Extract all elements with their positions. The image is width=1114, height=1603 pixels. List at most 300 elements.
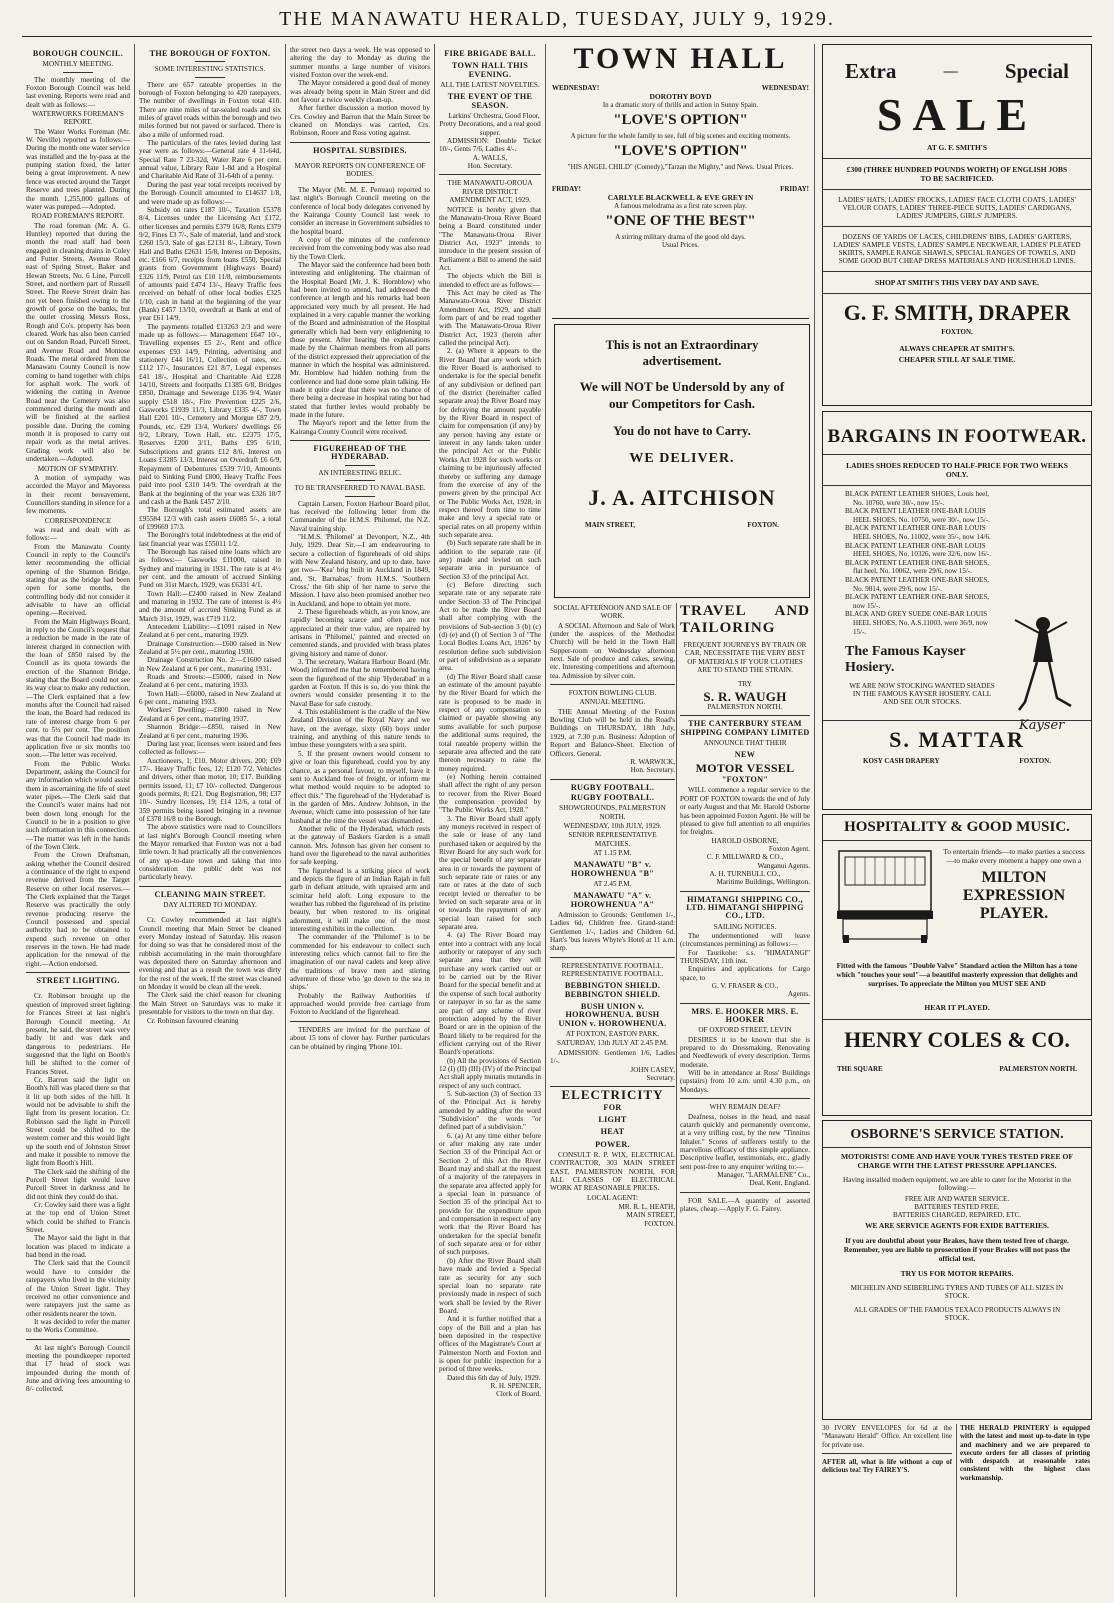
address: PALMERSTON NORTH. <box>999 1065 1077 1073</box>
paragraph: 3. The River Board shall apply any moneys received in respect of the sale or lease of any land purchased taken or acquired by the River Board for any such work for the special benefit of any separate area in or towards the payment of such separate rate or rates or any rate or rates at the date of such receipt levied or thereafter to be levied on such separate area or in or towards the repayment of any special loan raised for such separate area. <box>439 814 541 932</box>
paragraph: NOTICE is hereby given that the Manawatu-Oroua River Board being a Board constituted under "The Manawatu-Oroua River District Act, 1923" intends to introduce in the present session of Parliament a Bill to amend the said Act. <box>439 205 541 272</box>
paragraph: For Taurikohe: s.s. "HIMATANGI" THURSDAY, 11th inst. <box>680 948 810 965</box>
firm-name: G. F. SMITH, DRAPER <box>843 300 1071 325</box>
signature: MR. R. L. HEATH, <box>618 1202 675 1211</box>
paragraph: During the past year total receipts received by the Borough Council amounted to £14637 1/8, and were made up as follows:— <box>139 180 281 206</box>
column-divider <box>285 44 286 1597</box>
paragraph: The monthly meeting of the Foxton Borough Council was held last evening. Reports were read and dealt with as follows:— <box>26 75 130 109</box>
address-row <box>863 757 1051 765</box>
time: AT 1.15 P.M. <box>593 848 632 857</box>
rule <box>345 480 375 481</box>
town-hall-day-row <box>552 185 809 193</box>
ad-text: AT G. F. SMITH'S <box>926 143 988 152</box>
paragraph: The Mayor said the light in that location was placed to indicate a bad bend in the road. <box>26 1234 130 1260</box>
classified-for-sale: FOR SALE.—A quantity of assorted plates, cheap.—Apply F. G. Fairey. <box>680 1196 810 1213</box>
film-description: A famous melodrama as a first rate screen play. <box>614 202 747 210</box>
paragraph: The above statistics were read to Councillors at last night's Borough Council meeting when the Mayor remarked that Foxton was not a bad little town. It had practically all the conveniences of any up-to-date town and taking that into consideration the public debt was not particularly heavy. <box>139 823 281 882</box>
firm-name: HENRY COLES & CO. <box>844 1027 1070 1052</box>
column-2 <box>139 46 281 1597</box>
column-6 <box>680 603 810 1597</box>
paragraph: Enquiries and applications for Cargo space, to <box>680 965 810 982</box>
column-divider <box>434 44 435 1597</box>
ad-text: Fitted with the famous "Double Valve" Standard action the Milton has a tone which "touches your soul"—a beautiful masterly expression that delights and surprises. To appreciate the Milton you MUST SEE AND <box>836 961 1078 989</box>
list-item: BLACK PATENT LEATHER SHOES, Louis heel, No. 10760, were 30/-, now 15/-. <box>845 490 990 507</box>
paragraph: The Clerk said the shifting of the Purcell Street light would leave Purcell Street in darkness and he did not think they could do that. <box>26 1167 130 1201</box>
ad-text: WE ARE NOW STOCKING WANTED SHADES IN THE FAMOUS KAYSER HOSIERY. CALL AND SEE OUR STOCKS. <box>849 682 995 707</box>
product-name: MILTON <box>981 868 1047 886</box>
paragraph: At last night's Borough Council meeting the poundkeeper reported that 17 head of stock was impounded during the month of June and driving fees amounting to 8/- collected. <box>26 1343 130 1394</box>
ad-football-title: REPRESENTATIVE FOOTBALL. REPRESENTATIVE FOOTBALL. <box>561 961 664 979</box>
ad-aitchison <box>554 324 810 598</box>
paragraph: 6. (a) At any time either before or after making any rate under Section 33 of the Principal Act or Section 2 of this Act the River Board may and shall at the request of a majority of the ratepayers in the separate area affected apply for a special loan in pursuance of Section 35 of the principal Act to provide for the expenditure upon and compensation in respect of any work that the River Board has undertaken for the special benefit of such separate area or for either of such purposes. <box>439 1131 541 1257</box>
rule <box>680 1192 810 1193</box>
signature: FOXTON. <box>644 1219 675 1228</box>
address: FOXTON. <box>1019 757 1051 766</box>
paragraph: Shannon Bridge:—£850, raised in New Zealand at 6 per cent., maturing 1936. <box>139 723 281 740</box>
ad-fire-brigade-ball-line: ALL THE LATEST NOVELTIES. <box>440 81 540 90</box>
address: FOXTON. <box>747 521 779 529</box>
paragraph: The Mayor's report and the letter from the Kairanga County Council were received. <box>290 419 430 436</box>
notice-subtitle: SAILING NOTICES. <box>713 922 777 931</box>
notice-title: FOXTON BOWLING CLUB. <box>568 689 657 698</box>
ad-electricity-line: FOR <box>603 1102 622 1112</box>
ad-rugby-title: RUGBY FOOTBALL. <box>570 792 655 802</box>
signature: JOHN CASEY, <box>630 1065 675 1074</box>
paragraph: Cr. Barron said the light on Booth's hill was placed there so that it lit up both sides of the hill. It would not be advisable to shift the light from its present location. Cr. Robinson said the light in Purcell Street could be shifted to the western corner and this would light up the south end of Johnston Street and make it possible to remove the light from Booth's Hill. <box>26 1075 130 1168</box>
paragraph: WILL commence a regular service to the PORT OF FOXTON towards the end of July or early August and that Mr. Harold Osborne has been appointed Foxton Agent. He will be pleased to give full attention to all enquiries for freights. <box>680 786 810 837</box>
ad-text: This is not an Extraordinary advertisement. <box>605 338 759 368</box>
address: MAIN STREET, <box>585 521 636 529</box>
classified-envelopes: 30 IVORY ENVELOPES for 6d at the "Manawatu Herald" Office. An excellent line for private use. <box>822 1424 952 1449</box>
paragraph: From the Public Works Department, asking the Council for any information which would assist them in ascertaining the life of steel water pipes.—The Clerk said that the Council's water mains had not been down long enough for the Council to be in a position to give such information in this connection.—The matter was left in the hands of the Town Clerk. <box>26 759 130 851</box>
paragraph: Antecedent Liability:—£1091 raised in New Zealand at 6 per cent., maturing 1929. <box>139 623 281 640</box>
classified-tea: AFTER all, what is life without a cup of delicious tea! Try FAIREY'S. <box>822 1457 952 1475</box>
list-item: BLACK PATENT LEATHER ONE-BAR LOUIS HEEL SHOES, No. 10750, were 30/-, now 15/-. <box>845 507 990 524</box>
headline-borough-of-foxton: THE BOROUGH OF FOXTON. <box>149 49 271 58</box>
ad-text: ALWAYS CHEAPER AT SMITH'S. <box>899 344 1015 353</box>
ad-shipping-title: THE CANTERBURY STEAM SHIPPING COMPANY LIMITED <box>680 719 810 737</box>
paragraph: The figurehead is a striking piece of work and depicts the figure of an Indian Rajah in full garb in defiant attitude, with upraised arm and scimitar held aloft. Long exposure to the weather has robbed the figurehead of its pristine beauty, but when restored to its original adornment, it will make one of the most interesting exhibits in the collection. <box>290 866 430 934</box>
address: PALMERSTON NORTH. <box>707 703 783 712</box>
rule <box>195 61 225 62</box>
headline-hospital-subsidies: HOSPITAL SUBSIDIES. <box>313 145 407 155</box>
subhead: MAYOR REPORTS ON CONFERENCE OF BODIES. <box>294 162 426 179</box>
column-divider <box>545 44 546 1597</box>
ad-mattar-footwear <box>822 411 1092 810</box>
paragraph: The Water Works Foreman (Mr. W. Neville) reported as follows:— During the month one water service was installed and the by-pass at the pumping station fixed, the latter being a great improvement. A new fence was erected around the Target Reserve and trees planted. During the month 1,255,000 gallons of water was pumped.—Adopted. <box>26 127 130 211</box>
notice-title: THE MANAWATU-OROUA RIVER DISTRICT AMENDMENT ACT, 1929. <box>447 179 533 205</box>
support-program: "HIS ANGEL CHILD" (Comedy),"Tarzan the Mighty," and News. Usual Prices. <box>567 163 794 171</box>
film-title: "LOVE'S OPTION" <box>613 143 748 159</box>
ad-text: £300 (THREE HUNDRED POUNDS WORTH) OF ENGLISH JOBS TO BE SACRIFICED. <box>846 165 1068 183</box>
paragraph: The Borough's total indebtedness at the end of last financial year was £55011 1/2. <box>139 531 281 548</box>
paragraph: Captain Larsen, Foxton Harbour Board pilot, has received the following letter from the Commander of the H.M.S. Philomel, the N.Z. Naval training ship. <box>290 499 430 533</box>
list-item: BLACK PATENT LEATHER ONE-BAR SHOES, No. 9814, were 29/6, now 15/-. <box>845 575 990 593</box>
bottom-small-ads-right <box>960 1424 1090 1595</box>
paragraph: Admission to Grounds: Gentlemen 1/-, Ladies 6d, Children free. Grand-stand: Gentlemen 1/-, Ladies and Children 6d. Hart's 'bus leaves Whyte's Hotel at 11 a.m. sharp. <box>550 911 675 953</box>
paragraph: The particulars of the rates levied during last year were as follows:—General rate 4 11-64d, Special Rate 7 23-32d, Water Rate 6 per cent. annual value, Library Rate 1-8d and a Hospital and Charitable Aid Rate of 31-64th of a penny. <box>139 139 281 181</box>
paragraph: The Clerk said that the Council would have to consider the ratepayers who lived in the vicinity of the Union Street light. They received no other convenience and were ratepayers just the same as other residents nearer the town. <box>26 1259 130 1318</box>
column-3 <box>290 46 430 1597</box>
hosiery-heading: The Famous Kayser Hosiery. <box>845 644 966 676</box>
rule <box>345 182 375 183</box>
paragraph: Town Hall:—£6000, raised in New Zealand at 6 per cent., maturing 1933. <box>139 689 281 707</box>
star-name: DOROTHY BOYD <box>649 92 712 101</box>
paragraph: A SOCIAL Afternoon and Sale of Work (under the auspices of the Methodist Church) will be held in the Town Hall Supper-room on Wednesday afternoon next. Sale of produce and cakes, sewing, etc. Interesting competitions and afternoon tea. Admission by silver coin. <box>550 621 675 680</box>
column-divider <box>134 44 135 1597</box>
date: WEDNESDAY, 10th JULY, 1929. <box>563 821 662 830</box>
rule <box>290 1021 430 1022</box>
film-title: "LOVE'S OPTION" <box>613 112 748 128</box>
rule <box>195 77 225 78</box>
paragraph: Town Hall:—£2400 raised in New Zealand and maturing in 1932. The rate of interest is 4½ and the amount of accrued Sinking Fund as at March 31st, 1929, was £719 11/2. <box>139 589 281 623</box>
date: SATURDAY, 13th JULY AT 2.45 P.M. <box>557 1039 668 1048</box>
paragraph: After further discussion a motion moved by Crs. Cowley and Barron that the Main Street be cleaned on Mondays was carried, Crs. Robinson, Roore and Ross voting against. <box>290 104 430 138</box>
paragraph: From the Main Highways Board, in reply to the Council's request that a reduction be made in the rate of interest charged in connection with the loan of £850 raised by the Council as its quota towards the erection of the Shannon Bridge, stating that the Board could not see its way clear to make any reduction.—The Clerk explained that a few months after the Council had raised the loan, the Board had reduced its rate of interest charge from 6 per cent. to 5½ per cent. The position was that the Council had made its application five or six months too soon.—The letter was received. <box>26 617 130 760</box>
paragraph: The commander of the 'Philomel' is to be commended for his endeavour to collect such interesting relics which cannot fail to fire the imagination of our naval cadets and keep alive the traditions of brave men and stirring adventure of those who 'go down to the sea in ships.' <box>290 933 430 992</box>
rule <box>550 957 675 958</box>
product-name: EXPRESSION <box>962 886 1066 904</box>
paragraph: A motion of sympathy was accorded the Mayor and Mayoress in their recent bereavement, Councillors standing in silence for a few moments. <box>26 473 130 516</box>
ad-text: To entertain friends—to make parties a success—to make every moment a happy one own a <box>943 847 1085 866</box>
list-item: BLACK PATENT LEATHER ONE-BAR LOUIS HEEL SHOES, No. 11002, were 35/-, now 14/6. <box>845 524 991 541</box>
rule <box>290 142 430 143</box>
ad-electricity-title: ELECTRICITY <box>561 1087 664 1103</box>
rule <box>552 318 809 319</box>
product-name: PLAYER. <box>979 904 1049 922</box>
paragraph: the street two days a week. He was opposed to altering the day to Monday as during the summer months a large number of visitors visited Foxton over the week-end. <box>290 46 430 80</box>
signature: Manager, "LARMALENE" Co., <box>717 1170 810 1179</box>
paragraph: 5. If the present owners would consent to give or loan this figurehead, could you by any chance, as a personal favour, to myself, have it sent to Auckland free of freight, or inform me what method would require to be adopted to effect this." The figurehead of the 'Hyderabad' is in the garden of Mrs. Andrew Johnson, in the Avenue, which came into possession of her late husband at the time the vessel was dismantled. <box>290 749 430 825</box>
film-description: A stirring military drama of the good old days. <box>615 233 746 241</box>
paragraph: 4. (a) The River Board may enter into a contract with any local authority or ratepayer of any such separate area that they will purchase any work carried out or to be carried out by the River Board for the special benefit and at the expense of such local authority or ratepayer in so far as the same are part of any scheme of river protection adopted by the River Board or are in the opinion of the Board likely to be required for the efficient carrying out of the River Board's operations. <box>439 931 541 1057</box>
subhead: MONTHLY MEETING. <box>42 60 114 69</box>
day-label: FRIDAY! <box>552 185 581 193</box>
masthead-rule <box>22 36 1092 37</box>
list-item: BLACK PATENT LEATHER ONE-BAR SHOES, flat heel, No. 10062, were 29/6, now 15/-. <box>845 558 990 576</box>
column-divider <box>676 603 677 1597</box>
ad-text: SHOP AT SMITH'S THIS VERY DAY AND SAVE. <box>874 278 1040 287</box>
subhead: SOME INTERESTING STATISTICS. <box>154 65 266 74</box>
signature: Wanganui Agents. <box>757 861 810 870</box>
signature: A. H. TURNBULL CO., <box>709 869 781 878</box>
paragraph: Auctioneers, 1; £10. Motor drivers, 200; £69 17/-. Heavy Traffic fees, 12; £120 7/2. Vehicles and drivers, other than motor, 10; £17. Building permits issued, 11; £7 10/- collected. Dangerous goods permits, 8; £21. Dog Registration, 98; £37 10/-. Sundry licenses, 19; £14 12/6, a total of 359 permits being issued bringing in a revenue of £378 16/8 to the Borough. <box>139 756 281 823</box>
dancer-illustration <box>1003 610 1083 720</box>
town-hall-title: TOWN HALL <box>573 42 788 75</box>
paragraph: (e) Nothing herein contained shall affect the right of any person to recover from the River Board the compensation provided by "The Public Works Act, 1928." <box>439 772 541 815</box>
signature: Agents. <box>787 990 810 999</box>
paragraph: The payments totalled £13263 2/3 and were made up as follows:— Management £647 10/-, Travelling expenses £5 2/-, Rent and office expenses £93 14/9, Printing, advertising and stationery £44 16/11, Collection of rates, etc. £112 17/-, Insurances £21 8/7, Legal expenses £41 18/-, Hospital and Charitable Aid £228 14/10, Streets and footpaths £1385 6/8, Bridges £850, Drainage and Sewerage £136 9/4, Water supply £518 18/-, Fire Prevention £225 2/6, Gasworks £1939 11/3, Library £335 4/-, Town Hall £201 10/-, Cemetery and Morgue £87 2/9, Pounds, etc. £29 13/4, Workers' dwellings £6 9/2, Library, Town Hall, etc. £2375 17/5, Reserves £200 3/11, Baths £95 6/10, Subscriptions and grants £12 8/6, Interest on Loans £3285 13/3, Interest on Overdraft £6 6/9, Repayment of Debentures £539 7/10, Amounts paid to Sinking Fund £800, Heavy Traffic Fees paid into pool £310 14/9. The overdraft at the Bank at the beginning of the year was £326 18/7 and cash at the Bank £457 2/10. <box>139 322 281 506</box>
headline-borough-council: BOROUGH COUNCIL. <box>32 49 124 58</box>
ad-text: HEAR IT PLAYED. <box>924 1003 990 1012</box>
paragraph: The Mayor (Mr. M. E. Perreau) reported to last night's Borough Council meeting on the conference of local body delegates convened by the Kairanga County Council last week to consider an increase in Government subsidies to the hospital board. <box>290 185 430 236</box>
paragraph: A copy of the minutes of the conference received from the convening body was also read by the Town Clerk. <box>290 235 430 261</box>
paragraph: (b) Such separate rate shall be in addition to the separate rate (if any) made and levied on such separate area in pursuance of Section 33 of the principal Act. <box>439 539 541 581</box>
ad-text: WE ARE SERVICE AGENTS FOR EXIDE BATTERIES. <box>865 1221 1049 1230</box>
paragraph: Subsidy on rates £187 10/-, Taxation £5378 8/4, Licenses under the Licensing Act £172, other licenses and permits £379 16/8, Rents £379 9/2, Fines £3 7/-, Sale of material, land and stock £260 15/3, Sale of gas £2131 8/-, Library, Town Hall and Baths £2631 15/8, Interest on Deposits, etc. £166 6/7, receipts from loans £550, Special grants from Government (Highways Board) £326 11/9, Petrol tax £10 11/8, reimbursements of amounts paid £474 13/-, Heavy Traffic fees received on behalf of other local bodies £325 1/10, cash in hand at the beginning of the year (Bank) £457 13/10, overdraft at Bank at end of year £61 14/9. <box>139 205 281 323</box>
ad-text: MOTORISTS! COME AND HAVE YOUR TYRES TESTED FREE OF CHARGE WITH THE LATEST PRESSURE APPLIANCES. <box>840 1152 1074 1170</box>
paragraph: Probably the Railway Authorities if approached would provide free carriage from Foxton to Auckland of the figurehead. <box>290 991 430 1017</box>
paragraph: Drainage Construction:—£600 raised in New Zealand at 5½ per cent., maturing 1930. <box>139 639 281 657</box>
time: AT 2.45 P.M. <box>593 879 632 888</box>
signature: Foxton Agent. <box>768 844 810 853</box>
paragraph: And it is further notified that a copy of the Bill and a plan has been deposited in the respective offices of the Magistrate's Court at Palmerston North and Foxton and is open for public inspection for a period of three weeks. <box>439 1315 541 1374</box>
paragraph: 3. The secretary, Waitara Harbour Board (Mr. Wood) informed me that he remembered having seen the figurehead of the ship 'Hyderabad' in a garden at Foxton. If this is so, do you think the owners would consider presenting it to the Naval Base for safe custody. <box>290 658 430 708</box>
paragraph: Will be in attendance at Ross' Buildings (upstairs) from 10 a.m. until 4.30 p.m., on Mondays. <box>680 1069 810 1094</box>
paragraph: The Borough has raised nine loans which are as follows:— Gasworks £11000, raised in Sydney and maturing in 1931. The rate is at 4½ per cent. and the amount of accrued Sinking Fund on 31st March, 1929, was £6331 4/1. <box>139 547 281 590</box>
ad-fire-brigade-ball-title: FIRE BRIGADE BALL. <box>444 49 536 58</box>
headline-figurehead: FIGUREHEAD OF THE HYDERABAD. <box>313 444 407 462</box>
ad-fire-brigade-ball-line: TOWN HALL THIS EVENING. <box>451 61 529 79</box>
paragraph: Roads and Streets:—£5000, raised in New Zealand at 6 per cent., maturing 1933. <box>139 673 281 690</box>
paragraph: The objects which the Bill is intended to effect are as follows:— <box>439 272 541 289</box>
paragraph: (b) All the provisions of Section 12 (I) (II) (III) (IV) of the Principal Act shall apply mutatis mutandis in respect of any such contract. <box>439 1056 541 1090</box>
signature: Secretary. <box>646 1073 675 1082</box>
paragraph: (d) The River Board shall cause an estimate of the amount payable by the River Board for which the rate is proposed to be made in respect of any compensation so claimed or payable showing any sums available for such purpose the additional sums required, the total rateable property within the separate area affected and the rate thereon necessary to raise the money required. <box>439 672 541 773</box>
prices: Usual Prices. <box>662 241 699 249</box>
ad-smith-sale <box>822 44 1092 406</box>
paragraph: Deafness, noises in the head, and nasal catarrh quickly and permanently overcome, at a very trifling cost, by the new "Tinnitus Inhaler." Scores of sufferers testify to the marvellous efficacy of this simple appliance. Descriptive leaflet, testimonials, etc., gladly sent post-free to any enquirer writing to:— <box>680 1112 810 1171</box>
ad-heading: Extra <box>845 59 897 83</box>
rule <box>680 891 810 892</box>
rule <box>63 988 93 989</box>
ad-text: You do not have to Carry. <box>613 424 751 438</box>
notice-subtitle: SENIOR REPRESENTATIVE MATCHES. <box>568 831 657 848</box>
ad-text: BATTERIES CHARGED, REPAIRED, ETC. <box>892 1211 1022 1219</box>
paragraph: From the Crown Draftsman, asking whether the Council desired a continuance of the right to expend revenue derived from the Target Reserve on other local reserves.—The Clerk explained that the Target Reserve was practically the only revenue producing reserve the Council possessed and special authority had to be obtained to expend such revenue on other reserves in the town. He had made application for the renewal of the right.—Action endorsed. <box>26 851 130 968</box>
paragraph: "H.M.S. 'Philomel' at Devonport, N.Z., 4th July, 1929. Dear Sir,—I am endeavouring to secure a collection of figureheads of old ships with New Zealand history, and up to date, have got two—'Kea' brig built in Auckland in 1849, and, 'St. Barnabas,' from H.M.S. 'Southern Cross,' the 6th ship of her name to serve the Mission. I have also been promised another two in Auckland, and hope to obtain yet more. <box>290 532 430 608</box>
milton-text-block <box>941 847 1087 923</box>
signature: Hon. Secretary. <box>630 766 675 775</box>
signature: MAIN STREET, <box>626 1211 675 1220</box>
column-divider <box>814 44 815 1597</box>
ad-text: TRY US FOR MOTOR REPAIRS. <box>900 1269 1014 1278</box>
paragraph: 4. This establishment is the cradle of the New Zealand Division of the Royal Navy and we have, on the average, sixty (60) boys under training, and anything of this nature tends to imbue these youngsters with a sea spirit. <box>290 708 430 750</box>
film-description: A picture for the whole family to see, full of big scenes and exciting moments. <box>570 132 791 140</box>
rule <box>139 886 281 887</box>
rule <box>195 912 225 913</box>
paragraph: DESIRES it to be known that she is prepared to do Dressmaking, Renovating and Needlework of every description. Terms moderate. <box>680 1035 810 1069</box>
paragraph: ADMISSION: Gentlemen 1/6, Ladies 1/-. <box>550 1048 675 1066</box>
subhead: DAY ALTERED TO MONDAY. <box>163 901 257 910</box>
rule <box>550 779 675 780</box>
rule <box>345 158 375 159</box>
ad-fire-brigade-ball-line: THE EVENT OF THE SEASON. <box>447 92 533 110</box>
ad-electricity-line: HEAT <box>600 1127 625 1137</box>
ad-text: If you are doubtful about your Brakes, have them tested free of charge. Remember, you are liable to prosecution if your Brakes will not pass the official test. <box>843 1236 1071 1263</box>
shoe-list <box>845 490 999 636</box>
ad-football-line: BUSH UNION v. HOROWHENUA. BUSH UNION v. HOROWHENUA. <box>558 1002 667 1028</box>
signature: A. WALLS, <box>472 153 508 162</box>
signature: Hon. Secretary. <box>467 162 513 171</box>
notice-subtitle: ANNUAL MEETING. <box>579 698 646 707</box>
rule <box>26 972 130 973</box>
rule <box>822 1453 952 1454</box>
ad-text: FREE AIR AND WATER SERVICE. <box>904 1195 1010 1203</box>
rule <box>345 465 375 466</box>
firm-name: S. MATTAR <box>889 727 1025 753</box>
paragraph: 2. These figureheads which, as you know, are rapidly becoming scarce and often are not appreciated at their true value, are repaired by artisans in 'Philomel,' painted and erected on cemented stands, and provided with brass plates giving history and name of donor. <box>290 607 430 658</box>
rule <box>439 174 541 175</box>
signature: Deal, Kent, England. <box>749 1179 810 1188</box>
masthead: THE MANAWATU HERALD, TUESDAY, JULY 9, 1929. <box>279 8 835 30</box>
rule <box>680 715 810 716</box>
paragraph: Dated this 6th day of July, 1929. <box>447 1373 541 1382</box>
ad-text: MICHELIN AND SEIBERLING TYRES AND TUBES OF ALL SIZES IN STOCK. <box>850 1284 1064 1300</box>
headline-street-lighting: STREET LIGHTING. <box>36 976 120 986</box>
signature: G. V. FRASER & CO., <box>711 982 779 991</box>
rule <box>345 496 375 497</box>
rule <box>680 1098 810 1099</box>
day-label: WEDNESDAY! <box>761 84 809 92</box>
address: FOXTON. <box>941 328 973 336</box>
signature: C. F. MILLWARD & CO., <box>706 853 784 862</box>
ad-travel-title: TRAVEL AND TAILORING <box>680 603 810 636</box>
subhead: CORRESPONDENCE <box>44 516 112 525</box>
notice-subtitle: OF OXFORD STREET, LEVIN <box>698 1026 792 1035</box>
address-row <box>585 521 779 529</box>
ad-heading: Special <box>1004 59 1069 83</box>
venue: SHOWGROUNDS, PALMERSTON NORTH. <box>559 804 666 821</box>
paragraph: The Clerk said the chief reason for cleaning the Main Street on Saturdays was to make it presentable for visitors to the town on that day. <box>139 991 281 1017</box>
column-1 <box>26 46 130 1597</box>
rule <box>550 684 675 685</box>
paragraph: The road foreman (Mr. A. G. Huntley) reported that during the month the road staff had been engaged in cleaning drains in Coley and Futter Streets, Avenue Road east of Spring Street, Baker and Hewan Streets, No. 6 Line, Purcell Street, and northern part of Russell Street. The Reeve Street drain has not yet been finished owing to the growth of gorse on the banks, but the outlet crossing Messrs Ross, Rough and Co's. property has been cleared. Work has also been carried out on Sandon Road, Purcell Street, and Avenue Road and Montose Roads. The metal ordered from the Manawatu County Council is now coming to hand together with chips for asphalt work. The work of widening the cutting in Avenue Road near the Cemetery was also commenced during the month and will be finished at the earliest possible date. During the coming month it is proposed to carry out repair work as the metal arrives. Grading work will also be undertaken.—Adopted. <box>26 221 130 464</box>
ad-football-line: BEBBINGTON SHIELD. BEBBINGTON SHIELD. <box>564 981 661 999</box>
sale-heading: SALE <box>876 89 1038 140</box>
signature: R. WARWICK, <box>630 757 675 766</box>
day-label: FRIDAY! <box>780 185 809 193</box>
ad-text: BATTERIES TESTED FREE. <box>914 1203 1000 1211</box>
ad-text: DOZENS OF YARDS OF LACES, CHILDRENS' BIBS, LADIES' GARTERS, LADIES' SAMPLE VESTS, LADIES' SAMPLE NECKWEAR, LADIES' PLEATED SKIRTS, SAMPLE RANGE SHAWLS, SPECIAL RANGES OF TOWELS, AND SOME GOOD BUT CHEAP DRESS MATERIALS AND HOUSEHOLD LINES. <box>833 233 1081 265</box>
subhead: WATERWORKS FOREMAN'S REPORT. <box>32 110 124 127</box>
ad-text: ANNOUNCE THAT THEIR <box>703 739 787 748</box>
ad-text: NEW <box>734 750 756 760</box>
paragraph: The undermentioned will leave (circumstances permitting) as follows:— <box>680 931 810 949</box>
match: MANAWATU "A" v. HOROWHENUA "A" <box>570 891 655 909</box>
ad-text: WE DELIVER. <box>629 451 735 466</box>
ad-text: LADIES' HATS, LADIES' FROCKS, LADIES' FACE CLOTH COATS, LADIES' VELOUR COATS, LADIES' THREE-PIECE SUITS, LADIES' CARDIGANS, LADIES' JUMPERS, GIRLS' JUMPERS. <box>838 196 1076 220</box>
agent-label: LOCAL AGENT: <box>586 1193 639 1202</box>
ad-heading: BARGAINS IN FOOTWEAR. <box>827 426 1087 447</box>
list-item: BLACK PATENT LEATHER ONE-BAR SHOES, now 15/-. <box>845 593 990 610</box>
signature: Maritime Buildings, Wellington. <box>716 878 810 887</box>
signature: Clerk of Board. <box>496 1390 541 1399</box>
ad-text: ALL GRADES OF THE FAMOUS TEXACO PRODUCTS ALWAYS IN STOCK. <box>853 1306 1061 1322</box>
ad-text: LADIES SHOES REDUCED TO HALF-PRICE FOR TWO WEEKS ONLY. <box>846 461 1068 479</box>
address: KOSY CASH DRAPERY <box>863 757 940 766</box>
paragraph: The Mayor said the conference had been both interesting and enlightening. The chairman of the Hospital Board (Mr. J. K. Hornblow) who had been invited to attend, had addressed the conference at length and his remarks had been appreciated very much by all present. He had explained in a very capable manner the working of the Board and administration of the Hospital generally which had been very enlightening to those present. After hearing the explanations made by the Chairman members from all parts of the district expressed their appreciation of the manner in which the hospital was administered. Mr. Hornblow had hidden nothing from the conference and had done some plain talking. He made it quite clear that there was no chance of there being a decrease in hospital rating but had stated that further levies would probably be made in the future. <box>290 260 430 420</box>
ad-text: Having installed modern equipment, we are able to cater for the Motorist in the following:— <box>843 1176 1071 1192</box>
firm-name: J. A. AITCHISON <box>588 485 776 510</box>
signature: R. H. SPENCER, <box>490 1381 541 1390</box>
ad-heading: OSBORNE'S SERVICE STATION. <box>850 1127 1064 1142</box>
paragraph: 5. Sub-section (3) of Section 33 of the Principal Act is hereby amended by adding after the word "Subdivision" the words "or defined part of a subdivision." <box>439 1089 541 1132</box>
paragraph: Workers' Dwelling:—£800 raised in New Zealand at 6 per cent., maturing 1937. <box>139 706 281 723</box>
list-item: BLACK PATENT LEATHER ONE-BAR LOUIS HEEL SHOES, No. 10326, were 32/6, now 16/-. <box>845 541 992 559</box>
vessel-name: MOTOR VESSEL <box>695 760 795 775</box>
rule <box>290 440 430 441</box>
day-label: WEDNESDAY! <box>552 84 600 92</box>
paragraph: Another relic of the Hyderabad, which rests at the gateway of Baskers Garden is a small cannon. Mrs. Johnson has given her consent to hand over the figurehead to the naval authorities for safe keeping. <box>290 824 430 867</box>
classified-printery: THE HERALD PRINTERY is equipped with the latest and most up-to-date in type and machinery and we are prepared to execute orders for all classes of printing with despatch at reasonable rates consistent with the highest class workmanship. <box>960 1424 1090 1482</box>
paragraph: FREQUENT JOURNEYS BY TRAIN OR CAR, NECESSITATE THE VERY BEST OF MATERIALS IF YOUR CLOTHES ARE TO STAND THE STRAIN. <box>683 641 807 675</box>
ad-hooker-title: MRS. E. HOOKER MRS. E. HOOKER <box>691 1006 799 1025</box>
signature: HAROLD OSBORNE, <box>711 836 779 845</box>
paragraph: was read and dealt with as follows:— <box>26 525 130 543</box>
venue: AT FOXTON, EASTON PARK. <box>565 1030 660 1039</box>
paragraph: The Mayor considered a good deal of money was already being spent in Main Street and did not favour a twice weekly clean-up. <box>290 79 430 105</box>
rule <box>680 1003 810 1004</box>
ad-electricity-line: POWER. <box>595 1139 630 1149</box>
kayser-script-logo: Kayser <box>1019 718 1065 733</box>
ad-town-hall <box>552 40 809 315</box>
paragraph: Cr. Cowley said there was a light at the top end of Union Street which could be shifted to Francis Street. <box>26 1201 130 1235</box>
ad-text: TRY <box>738 680 752 689</box>
subhead: MOTION OF SYMPATHY. <box>37 464 119 473</box>
subhead: TO BE TRANSFERRED TO NAVAL BASE. <box>294 484 426 493</box>
film-description: In a dramatic story of thrills and action in Sunny Spain. <box>602 101 759 109</box>
paragraph: THE Annual Meeting of the Foxton Bowling Club will be held in the Road's Buildings on THURSDAY, 18th July, 1929, at 7.30 p.m. Business: Adoption of Report and Balance-Sheet. Election of Officers. General. <box>550 707 675 758</box>
match: MANAWATU "B" v. HOROWHENUA "B" <box>570 860 655 878</box>
ad-heading: HOSPITALITY & GOOD MUSIC. <box>844 819 1070 835</box>
film-title: "ONE OF THE BEST" <box>605 213 756 229</box>
paragraph: (c) Before directing such separate rate or any separate rate under Section 33 of The Principal Act to be made the River Board shall after complying with the provisions of Sub-section 3 (b) (c) (d) (e) and (f) of Section 3 of "The Local Bodies Loans Act, 1926" by resolution define such subdivision or part of subdivision as a separate area. <box>439 580 541 673</box>
paragraph: Larkins' Orchestra, Good Floor, Pretty Decorations, and a real good supper. <box>439 112 541 137</box>
firm-name: S. R. WAUGH <box>703 688 787 704</box>
ad-rugby-title: RUGBY FOOTBALL. <box>570 782 655 792</box>
extra-special-row <box>845 59 1069 84</box>
paragraph: Cr. Robinson favoured cleaning <box>147 1016 239 1025</box>
ad-text: CHEAPER STILL AT SALE TIME. <box>898 355 1016 364</box>
paragraph: 2. (a) Where it appears to the River Board that any work which the River Board is authorised to undertake is for the special benefit of any subdivision or defined part of the district (hereinafter called separate area) the River Board may for defraying the amount payable by the River Board in respect of claim for compensation (if any) by any person having any estate or interest in any lands taken under the principal Act or the Public Works Act 1928 for such works or claiming to be injuriously affected thereby or suffering any damage from the exercise of any of the powers given by the principal Act or The Public Works Act, 1928, in respect thereof from time to time make and levy a special rate or special rates on all property within such separate area. <box>439 347 541 539</box>
paragraph: Cr. Cowley recommended at last night's Council meeting that Main Street be cleaned every Monday instead of Saturday. His reason for doing so was that he considered most of the rubbish accumulating in the main thoroughfare was deposited there on Saturday afternoon and evening and that as a result the town was dirty for the rest of the week. If the street was cleaned on Monday it would be clean all the week. <box>139 916 281 992</box>
rule <box>63 72 93 73</box>
column-4 <box>439 46 541 1597</box>
address: THE SQUARE <box>837 1065 883 1073</box>
bottom-small-ads-left <box>822 1424 952 1595</box>
ad-electricity-line: LIGHT <box>598 1114 627 1124</box>
dash-glyph: — <box>943 63 958 79</box>
paragraph: During last year, licenses were issued and fees collected as follows:— <box>139 739 281 757</box>
paragraph: From the Manawatu County Council in reply to the Council's letter recommending the official opening of the Shannon Bridge, stating that as the bridge had been open for some months, the controlling body did not consider it advisable to have an official opening.—Received. <box>26 542 130 618</box>
paragraph: The Borough's total estimated assets are £95584 12/3 with cash assets £6085 5/-, a total of £99669 17/3. <box>139 506 281 531</box>
paragraph: (b) After the River Board shall have made and levied a Special rate as security for any such special loan no separate rate previously made in respect of such work shall be levied by the River Board. <box>439 1256 541 1315</box>
paragraph: This Act may be cited as The Manawatu-Oroua River District Amendment Act, 1929, and shall form part of and be read together with The Manawatu-Oroua River District Act, 1923 (herein after called the principal Act). <box>439 288 541 347</box>
paragraph: There are 657 rateable properties in the borough of Foxton belonging to 420 ratepayers. The number of dwellings in Foxton total 410. There are nine miles of tar-sealed roads and six miles of gravel roads within the borough and two miles formed but not paved or surfaced. There is also a mile of unformed road. <box>139 80 281 139</box>
classified-tenders: TENDERS are invited for the purchase of about 15 tons of clover hay. Further particulars can be obtained by ringing 'Phone 101. <box>290 1025 430 1051</box>
address-row <box>837 1065 1077 1073</box>
paragraph: ADMISSION: Double Ticket 10/-, Gents 7/6, Ladies 4/-. <box>439 137 541 154</box>
ad-osborne <box>822 1120 1092 1420</box>
ad-himatangi-title: HIMATANGI SHIPPING CO., LTD. HIMATANGI SHIPPING CO., LTD. <box>686 894 804 921</box>
column-5 <box>550 603 675 1597</box>
vessel-name: "FOXTON" <box>721 775 769 785</box>
headline-cleaning-main-street: CLEANING MAIN STREET. <box>154 889 266 899</box>
list-item: BLACK AND GREY SUEDE ONE-BAR LOUIS HEEL SHOES, No. A.S.11003, were 36/9, now 15/-. <box>845 610 989 636</box>
town-hall-day-row <box>552 84 809 92</box>
paragraph: It was decided to refer the matter to the Works Committee. <box>26 1317 130 1335</box>
ad-henry-coles <box>822 814 1092 1116</box>
paragraph: Drainage Construction No. 2:—£1600 raised in New Zealand at 6 per cent., maturing 1931. <box>139 656 281 673</box>
subhead: AN INTERESTING RELIC. <box>318 468 402 477</box>
paragraph: Cr. Robinson brought up the question of improved street lighting for Frances Street at last night's Borough Council meeting. At present, he said, the street was very badly lit and was dark and dangerous to pedestrians. He suggested that the light on Booth's hill be shifted to the corner of Frances Street. <box>26 992 130 1076</box>
paragraph: CONSULT R. P. WIX, ELECTRICAL CONTRACTOR, 303 MAIN STREET EAST, PALMERSTON NORTH, FOR ALL CLASSES OF ELECTRICAL WORK AT REASONABLE PRICES. <box>550 1150 675 1193</box>
notice-title: SOCIAL AFTERNOON AND SALE OF WORK. <box>553 604 672 621</box>
subhead: ROAD FOREMAN'S REPORT. <box>31 212 125 221</box>
ad-text: We will NOT be Undersold by any of our Competitors for Cash. <box>579 379 785 411</box>
column-divider <box>956 1424 957 1597</box>
